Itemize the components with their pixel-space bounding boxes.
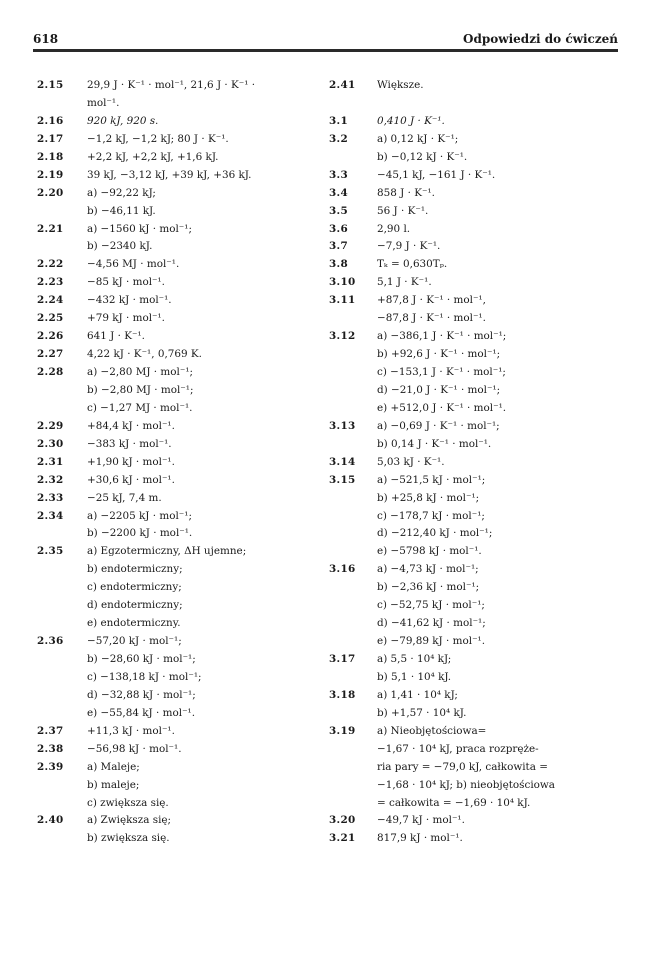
exercise-number: 2.39 [37, 760, 64, 773]
answer-line [37, 310, 322, 328]
exercise-number: 2.23 [37, 276, 64, 289]
answer-text: −383 kJ · mol⁻¹. [87, 437, 172, 450]
answer-text: −432 kJ · mol⁻¹. [87, 294, 172, 307]
page-number: 618 [33, 32, 59, 46]
answer-text: a) Maleje; [87, 760, 140, 773]
exercise-number: 3.17 [329, 653, 356, 665]
answer-line [37, 759, 322, 777]
answer-text: a) Zwiększa się; [87, 814, 172, 827]
answer-line [329, 364, 619, 382]
answer-text: −49,7 kJ · mol⁻¹. [377, 814, 465, 827]
answer-text: 0,410 J · K⁻¹. [377, 114, 445, 127]
answer-line [37, 472, 322, 490]
answer-line [37, 579, 322, 597]
answer-line [329, 95, 619, 113]
answer-text: e) endotermiczny. [87, 617, 181, 630]
answer-line [37, 741, 322, 759]
exercise-number: 3.2 [329, 132, 348, 145]
answer-line [329, 203, 619, 221]
exercise-number: 2.33 [37, 491, 64, 504]
answer-text: c) −178,7 kJ · mol⁻¹; [377, 509, 485, 522]
answer-text: Tₖ = 0,630Tₚ. [377, 258, 448, 271]
answer-line [329, 346, 619, 364]
answer-text: b) −0,12 kJ · K⁻¹. [377, 150, 468, 163]
answer-text: +30,6 kJ · mol⁻¹. [87, 473, 175, 486]
answer-text: 56 J · K⁻¹. [377, 204, 429, 217]
exercise-number: 2.29 [37, 419, 64, 432]
answer-line [329, 597, 619, 615]
answer-line [329, 400, 619, 418]
answer-line [329, 490, 619, 508]
exercise-number: 3.10 [329, 276, 356, 289]
exercise-number: 3.13 [329, 419, 356, 432]
answer-line [37, 95, 322, 113]
answer-text: a) Egzotermiczny, ΔH ujemne; [87, 545, 247, 558]
exercise-number: 3.3 [329, 168, 348, 181]
exercise-number: 3.11 [329, 294, 356, 307]
exercise-number: 3.4 [329, 186, 348, 199]
answer-text: −1,67 · 10⁴ kJ, praca rozpręże- [377, 742, 539, 755]
exercise-number: 2.21 [37, 222, 64, 235]
answer-line [37, 221, 322, 239]
exercise-number: 2.27 [37, 348, 64, 361]
answer-text: d) −32,88 kJ · mol⁻¹; [87, 688, 196, 701]
answer-text: a) −92,22 kJ; [87, 186, 156, 199]
answer-text: 5,03 kJ · K⁻¹. [377, 455, 445, 468]
answer-text: +79 kJ · mol⁻¹. [87, 312, 165, 325]
answer-line [37, 687, 322, 705]
header-rule [33, 49, 618, 52]
answer-line [329, 418, 619, 436]
answer-line [37, 777, 322, 795]
answer-line [37, 651, 322, 669]
exercise-number: 2.32 [37, 473, 64, 486]
answer-text: 858 J · K⁻¹. [377, 186, 435, 199]
answer-text: a) 0,12 kJ · K⁻¹; [377, 132, 459, 145]
answer-line [37, 454, 322, 472]
answer-line [329, 131, 619, 149]
answer-line [37, 292, 322, 310]
exercise-number: 3.18 [329, 688, 356, 701]
answer-text: a) 1,41 · 10⁴ kJ; [377, 688, 458, 701]
answer-line [37, 669, 322, 687]
answer-text: e) −79,89 kJ · mol⁻¹. [377, 635, 486, 648]
answer-text: c) −138,18 kJ · mol⁻¹; [87, 670, 202, 683]
answer-text: b) +1,57 · 10⁴ kJ. [377, 706, 467, 719]
answer-text: c) −1,27 MJ · mol⁻¹. [87, 401, 193, 414]
answer-text: e) −5798 kJ · mol⁻¹. [377, 545, 482, 558]
answer-line [37, 543, 322, 561]
exercise-number: 3.5 [329, 204, 348, 217]
answer-text: a) −0,69 J · K⁻¹ · mol⁻¹; [377, 419, 500, 432]
answer-line [329, 292, 619, 310]
answer-line [329, 830, 619, 848]
answer-text: −85 kJ · mol⁻¹. [87, 276, 165, 289]
answer-text: a) 5,5 · 10⁴ kJ; [377, 653, 452, 665]
exercise-number: 2.41 [329, 79, 356, 91]
answer-text: b) −28,60 kJ · mol⁻¹; [87, 653, 196, 665]
answer-text: b) −2200 kJ · mol⁻¹. [87, 527, 193, 540]
answer-text: 4,22 kJ · K⁻¹, 0,769 K. [87, 348, 202, 361]
answer-line [37, 185, 322, 203]
exercise-number: 2.26 [37, 330, 64, 343]
answer-text: a) −4,73 kJ · mol⁻¹; [377, 563, 479, 576]
answer-text: ria pary = −79,0 kJ, całkowita = [377, 760, 548, 773]
exercise-number: 2.25 [37, 312, 64, 325]
answer-line [37, 830, 322, 848]
exercise-number: 3.20 [329, 814, 356, 827]
answer-line [37, 77, 322, 95]
answer-line [37, 418, 322, 436]
answer-text: 641 J · K⁻¹. [87, 330, 145, 343]
answer-text: −1,68 · 10⁴ kJ; b) nieobjętościowa [377, 778, 555, 791]
answer-line [37, 400, 322, 418]
answer-text: c) endotermiczny; [87, 581, 182, 594]
exercise-number: 3.15 [329, 473, 356, 486]
answer-text: 29,9 J · K⁻¹ · mol⁻¹, 21,6 J · K⁻¹ · [87, 79, 256, 91]
answer-line [329, 167, 619, 185]
answer-text: c) −153,1 J · K⁻¹ · mol⁻¹; [377, 366, 506, 378]
answer-text: −25 kJ, 7,4 m. [87, 491, 162, 504]
answer-text: 5,1 J · K⁻¹. [377, 276, 432, 289]
answer-line [37, 812, 322, 830]
exercise-number: 2.30 [37, 437, 64, 450]
exercise-number: 2.35 [37, 545, 64, 558]
answer-text: +84,4 kJ · mol⁻¹. [87, 419, 175, 432]
answer-line [37, 561, 322, 579]
answer-line [329, 669, 619, 687]
answer-text: +11,3 kJ · mol⁻¹. [87, 724, 175, 737]
answer-line [329, 113, 619, 131]
answer-line [329, 525, 619, 543]
answer-line [37, 705, 322, 723]
answer-line [37, 328, 322, 346]
answer-text: +2,2 kJ, +2,2 kJ, +1,6 kJ. [87, 150, 219, 163]
answer-line [37, 597, 322, 615]
answer-line [329, 256, 619, 274]
answer-line [329, 454, 619, 472]
answer-text: −87,8 J · K⁻¹ · mol⁻¹. [377, 312, 486, 325]
answer-text: b) zwiększa się. [87, 832, 170, 845]
exercise-number: 2.19 [37, 168, 64, 181]
exercise-number: 3.14 [329, 455, 356, 468]
answer-line [329, 543, 619, 561]
answer-line [329, 310, 619, 328]
exercise-number: 2.15 [37, 79, 64, 91]
answer-line [37, 346, 322, 364]
exercise-number: 3.7 [329, 240, 348, 253]
answer-line [329, 633, 619, 651]
answer-text: d) −41,62 kJ · mol⁻¹; [377, 617, 486, 630]
answer-line [329, 615, 619, 633]
answer-line [37, 238, 322, 256]
answer-text: −57,20 kJ · mol⁻¹; [87, 635, 182, 648]
answer-line [329, 382, 619, 400]
answer-text: d) endotermiczny; [87, 599, 183, 612]
answer-text: −4,56 MJ · mol⁻¹. [87, 258, 180, 271]
answer-text: a) −2,80 MJ · mol⁻¹; [87, 366, 193, 378]
answer-text: −7,9 J · K⁻¹. [377, 240, 441, 253]
answer-text: −1,2 kJ, −1,2 kJ; 80 J · K⁻¹. [87, 132, 229, 145]
answer-line [37, 149, 322, 167]
answer-line [37, 203, 322, 221]
answer-line [329, 436, 619, 454]
answer-text: = całkowita = −1,69 · 10⁴ kJ. [377, 796, 531, 809]
exercise-number: 3.6 [329, 222, 348, 235]
answer-text: 920 kJ, 920 s. [87, 114, 159, 127]
running-title: Odpowiedzi do ćwiczeń [463, 32, 618, 46]
answer-line [329, 472, 619, 490]
exercise-number: 2.20 [37, 186, 64, 199]
exercise-number: 2.24 [37, 294, 64, 307]
answer-text: b) +25,8 kJ · mol⁻¹; [377, 491, 480, 504]
exercise-number: 2.38 [37, 742, 64, 755]
answer-line [329, 812, 619, 830]
exercise-number: 3.8 [329, 258, 348, 271]
answer-line [37, 615, 322, 633]
exercise-number: 2.16 [37, 114, 64, 127]
answer-line [329, 795, 619, 813]
answer-text: b) −2,80 MJ · mol⁻¹; [87, 383, 194, 396]
answer-text: c) zwiększa się. [87, 796, 169, 809]
answers-right-column [329, 77, 619, 848]
answer-text: e) −55,84 kJ · mol⁻¹. [87, 706, 196, 719]
exercise-number: 2.37 [37, 724, 64, 737]
answer-line [329, 328, 619, 346]
answer-text: Większe. [377, 79, 424, 91]
exercise-number: 2.28 [37, 366, 64, 378]
answer-line [37, 508, 322, 526]
answer-text: 39 kJ, −3,12 kJ, +39 kJ, +36 kJ. [87, 168, 252, 181]
exercise-number: 3.19 [329, 724, 356, 737]
answer-text: −45,1 kJ, −161 J · K⁻¹. [377, 168, 496, 181]
exercise-number: 3.21 [329, 832, 356, 845]
answer-line [329, 705, 619, 723]
answer-text: b) endotermiczny; [87, 563, 183, 576]
answer-text: 2,90 l. [377, 222, 411, 235]
answer-line [37, 723, 322, 741]
answer-line [37, 256, 322, 274]
exercise-number: 3.1 [329, 114, 348, 127]
answer-line [329, 579, 619, 597]
answer-line [329, 77, 619, 95]
exercise-number: 2.17 [37, 132, 64, 145]
answer-text: b) −2340 kJ. [87, 240, 153, 253]
answer-text: b) maleje; [87, 778, 140, 791]
answer-text: a) −1560 kJ · mol⁻¹; [87, 222, 192, 235]
answer-text: a) −2205 kJ · mol⁻¹; [87, 509, 192, 522]
answer-line [329, 651, 619, 669]
answer-line [37, 795, 322, 813]
answer-line [37, 167, 322, 185]
answer-text: 817,9 kJ · mol⁻¹. [377, 832, 463, 845]
answer-line [329, 759, 619, 777]
answer-line [329, 221, 619, 239]
answer-line [329, 723, 619, 741]
answer-line [37, 436, 322, 454]
answer-line [329, 274, 619, 292]
exercise-number: 2.22 [37, 258, 64, 271]
answer-text: c) −52,75 kJ · mol⁻¹; [377, 599, 485, 612]
answer-line [37, 113, 322, 131]
answers-left-column [37, 77, 322, 848]
exercise-number: 3.16 [329, 563, 356, 576]
answer-text: b) 5,1 · 10⁴ kJ. [377, 670, 452, 683]
answer-text: mol⁻¹. [87, 96, 120, 109]
answer-text: +1,90 kJ · mol⁻¹. [87, 455, 175, 468]
answer-text: a) −386,1 J · K⁻¹ · mol⁻¹; [377, 330, 507, 343]
exercise-number: 2.36 [37, 635, 64, 648]
answer-text: a) Nieobjętościowa= [377, 724, 487, 737]
answer-text: d) −212,40 kJ · mol⁻¹; [377, 527, 493, 540]
exercise-number: 2.18 [37, 150, 64, 163]
exercise-number: 2.31 [37, 455, 64, 468]
answer-text: d) −21,0 J · K⁻¹ · mol⁻¹; [377, 383, 501, 396]
answer-line [329, 508, 619, 526]
answer-text: e) +512,0 J · K⁻¹ · mol⁻¹. [377, 401, 507, 414]
answer-text: a) −521,5 kJ · mol⁻¹; [377, 473, 486, 486]
answer-text: +87,8 J · K⁻¹ · mol⁻¹, [377, 294, 486, 307]
answer-line [37, 274, 322, 292]
exercise-number: 2.34 [37, 509, 64, 522]
answer-line [329, 777, 619, 795]
exercise-number: 3.12 [329, 330, 356, 343]
answer-line [37, 382, 322, 400]
answer-line [329, 687, 619, 705]
answer-line [329, 185, 619, 203]
answer-line [37, 633, 322, 651]
answer-line [329, 149, 619, 167]
answer-line [37, 490, 322, 508]
answer-line [329, 238, 619, 256]
answer-text: b) −2,36 kJ · mol⁻¹; [377, 581, 480, 594]
answer-line [37, 364, 322, 382]
answer-text: −56,98 kJ · mol⁻¹. [87, 742, 182, 755]
answer-line [329, 561, 619, 579]
answer-line [37, 525, 322, 543]
answer-text: b) −46,11 kJ. [87, 204, 156, 217]
answer-line [329, 741, 619, 759]
answer-text: b) +92,6 J · K⁻¹ · mol⁻¹; [377, 348, 501, 361]
exercise-number: 2.40 [37, 814, 64, 827]
answer-line [37, 131, 322, 149]
answer-text: b) 0,14 J · K⁻¹ · mol⁻¹. [377, 437, 492, 450]
